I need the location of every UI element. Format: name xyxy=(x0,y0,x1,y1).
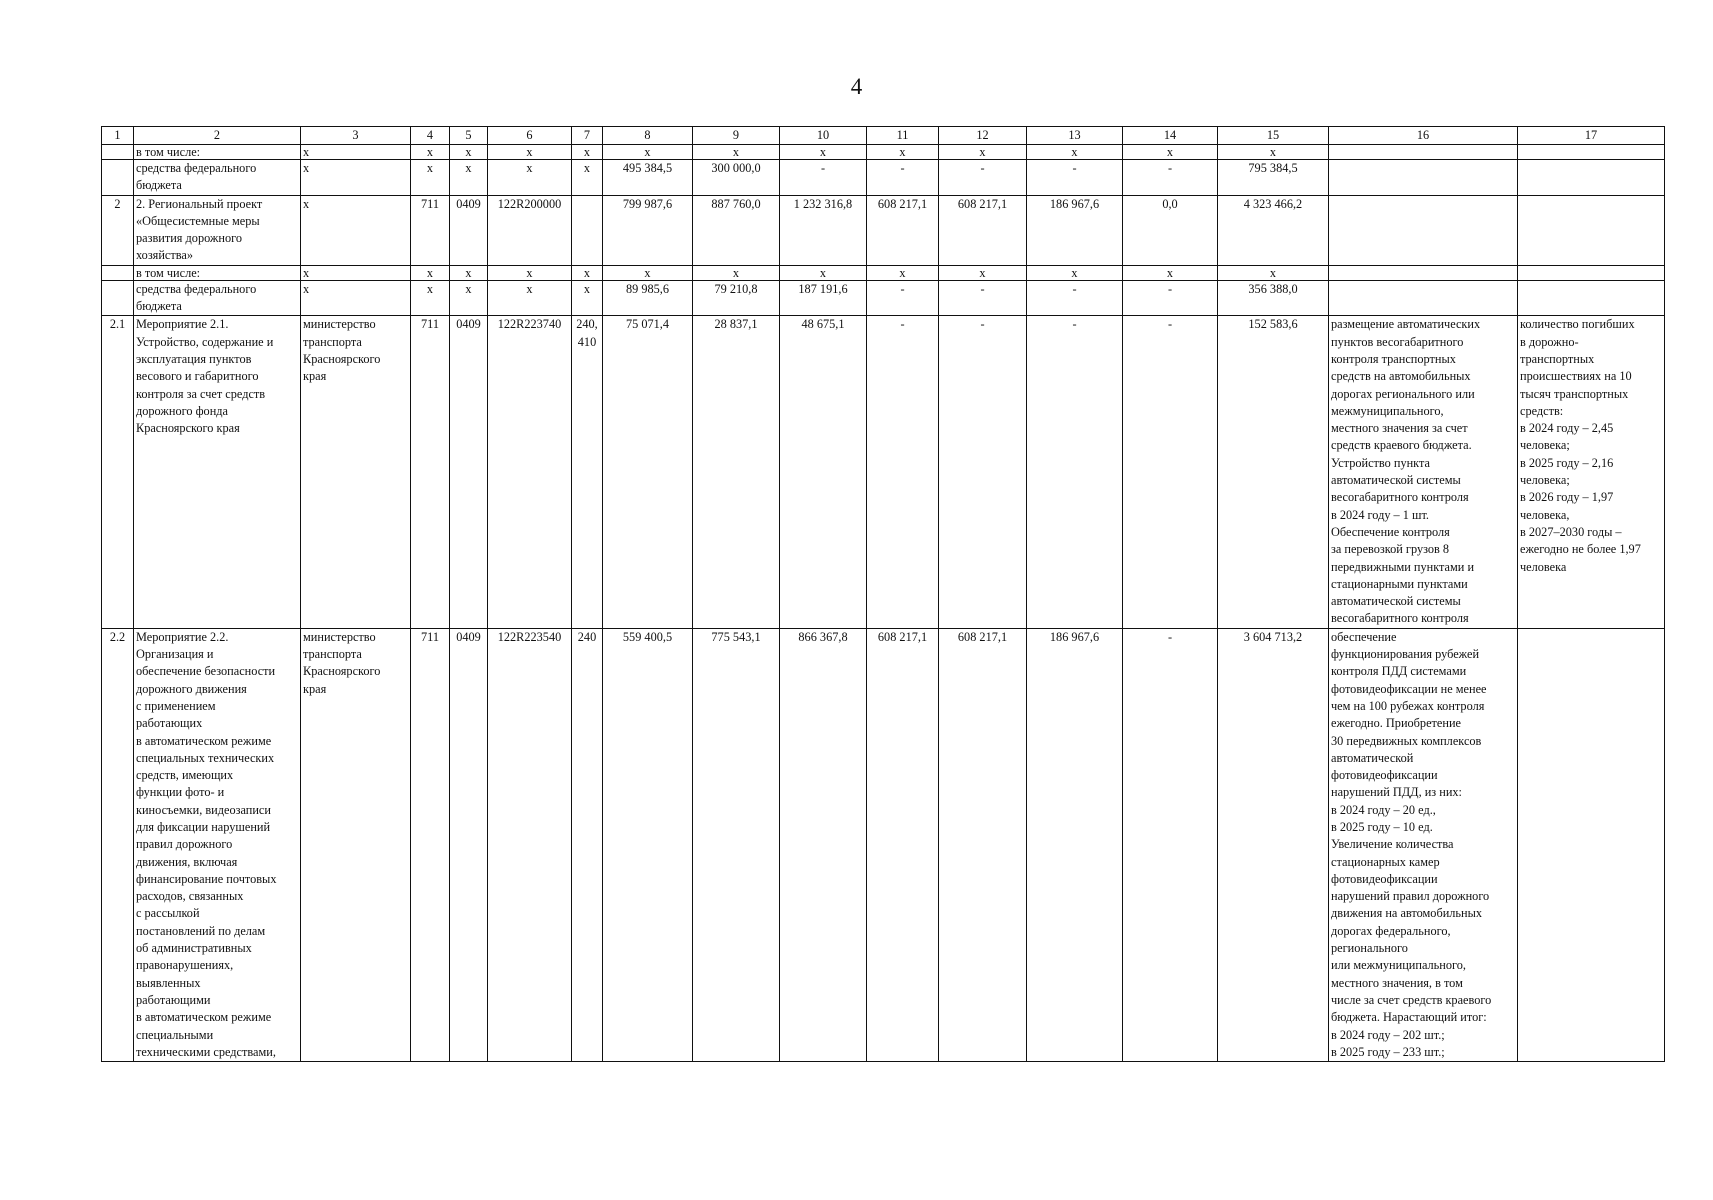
table-cell-col-10: 187 191,6 xyxy=(780,280,867,316)
table-cell-col-12: 608 217,1 xyxy=(939,195,1027,265)
table-cell-col-16 xyxy=(1329,160,1518,196)
table-cell-col-12: 608 217,1 xyxy=(939,628,1027,1061)
table-row xyxy=(102,145,1665,160)
table-cell-col-4: 711 xyxy=(411,316,450,628)
table-cell-col-15: x xyxy=(1218,145,1329,160)
header-cell: 16 xyxy=(1329,127,1518,145)
table-header-row xyxy=(102,127,1665,145)
table-cell-col-1 xyxy=(102,160,134,196)
table-cell-col-11: - xyxy=(867,280,939,316)
table-cell-col-7: 240 xyxy=(572,628,603,1061)
table-cell-col-11: 608 217,1 xyxy=(867,628,939,1061)
table-cell-col-8: 799 987,6 xyxy=(603,195,693,265)
header-cell: 2 xyxy=(134,127,301,145)
table-cell-col-8: 559 400,5 xyxy=(603,628,693,1061)
table-cell-col-12: - xyxy=(939,280,1027,316)
table-cell-col-9: x xyxy=(693,265,780,280)
table-cell-col-6: x xyxy=(488,280,572,316)
table-cell-col-13: - xyxy=(1027,280,1123,316)
table-cell-col-6: x xyxy=(488,265,572,280)
table-cell-col-10: x xyxy=(780,145,867,160)
table-cell-col-13: 186 967,6 xyxy=(1027,195,1123,265)
table-cell-col-16: размещение автоматических пунктов весогабаритного контроля транспортных средств на автомобильных дорогах регионального или межмуниципального, местного значения за счет средств краевого бюджета. Устройство пункта автоматической системы весогабаритного контроля в 2024 году – 1 шт. Обеспечение контроля за перевозкой грузов 8 передвижными пунктами и стационарными пунктами автоматической системы весогабаритного контроля xyxy=(1329,316,1518,628)
table-cell-col-1: 2.1 xyxy=(102,316,134,628)
table-cell-col-6: 122R200000 xyxy=(488,195,572,265)
header-cell: 6 xyxy=(488,127,572,145)
table-cell-col-5: x xyxy=(450,265,488,280)
table-row xyxy=(102,265,1665,280)
header-cell: 7 xyxy=(572,127,603,145)
table-cell-col-7: x xyxy=(572,280,603,316)
page-number: 4 xyxy=(850,74,863,99)
table-cell-col-9: 887 760,0 xyxy=(693,195,780,265)
table-cell-col-15: 152 583,6 xyxy=(1218,316,1329,628)
table-cell-col-14: - xyxy=(1123,160,1218,196)
table-cell-col-7 xyxy=(572,195,603,265)
header-cell: 11 xyxy=(867,127,939,145)
table-cell-col-4: x xyxy=(411,280,450,316)
table-cell-col-2: 2. Региональный проект «Общесистемные меры развития дорожного хозяйства» xyxy=(134,195,301,265)
table-cell-col-14: - xyxy=(1123,280,1218,316)
table-cell-col-7: x xyxy=(572,265,603,280)
table-cell-col-17 xyxy=(1518,280,1665,316)
table-cell-col-6: x xyxy=(488,145,572,160)
table-cell-col-2: в том числе: xyxy=(134,145,301,160)
table-cell-col-2: в том числе: xyxy=(134,265,301,280)
table-cell-col-4: x xyxy=(411,145,450,160)
table-cell-col-3: x xyxy=(301,280,411,316)
table-cell-col-6: 122R223540 xyxy=(488,628,572,1061)
table-cell-col-3: министерство транспорта Красноярского края xyxy=(301,628,411,1061)
table-cell-col-2: средства федерального бюджета xyxy=(134,280,301,316)
header-cell: 5 xyxy=(450,127,488,145)
table-cell-col-3: x xyxy=(301,265,411,280)
table-cell-col-11: - xyxy=(867,316,939,628)
header-cell: 3 xyxy=(301,127,411,145)
table-cell-col-14: x xyxy=(1123,265,1218,280)
table-cell-col-7: x xyxy=(572,160,603,196)
table-cell-col-7: 240, 410 xyxy=(572,316,603,628)
table-cell-col-15: 3 604 713,2 xyxy=(1218,628,1329,1061)
table-cell-col-9: 300 000,0 xyxy=(693,160,780,196)
table-cell-col-10: 1 232 316,8 xyxy=(780,195,867,265)
table-cell-col-13: x xyxy=(1027,145,1123,160)
table-cell-col-12: - xyxy=(939,316,1027,628)
header-cell: 14 xyxy=(1123,127,1218,145)
table-cell-col-3: x xyxy=(301,160,411,196)
table-body xyxy=(102,145,1665,1062)
table-cell-col-8: x xyxy=(603,265,693,280)
header-cell: 4 xyxy=(411,127,450,145)
table-cell-col-9: 79 210,8 xyxy=(693,280,780,316)
table-cell-col-13: - xyxy=(1027,316,1123,628)
table-cell-col-5: x xyxy=(450,280,488,316)
table-cell-col-15: 795 384,5 xyxy=(1218,160,1329,196)
table-cell-col-15: x xyxy=(1218,265,1329,280)
table-cell-col-17 xyxy=(1518,160,1665,196)
table-cell-col-15: 4 323 466,2 xyxy=(1218,195,1329,265)
header-cell: 13 xyxy=(1027,127,1123,145)
table-cell-col-11: 608 217,1 xyxy=(867,195,939,265)
table-cell-col-4: 711 xyxy=(411,628,450,1061)
table-cell-col-6: x xyxy=(488,160,572,196)
table-cell-col-8: x xyxy=(603,145,693,160)
table-cell-col-8: 89 985,6 xyxy=(603,280,693,316)
header-cell: 8 xyxy=(603,127,693,145)
header-cell: 12 xyxy=(939,127,1027,145)
table-cell-col-1 xyxy=(102,280,134,316)
table-cell-col-14: - xyxy=(1123,628,1218,1061)
table-cell-col-13: - xyxy=(1027,160,1123,196)
table-cell-col-5: x xyxy=(450,145,488,160)
table-row xyxy=(102,628,1665,1061)
table-cell-col-11: - xyxy=(867,160,939,196)
table-cell-col-4: x xyxy=(411,265,450,280)
table-cell-col-12: x xyxy=(939,145,1027,160)
table-cell-col-9: x xyxy=(693,145,780,160)
table-cell-col-16 xyxy=(1329,265,1518,280)
table-cell-col-17: количество погибших в дорожно- транспортных происшествиях на 10 тысяч транспортных средств: в 2024 году – 2,45 человека; в 2025 году – 2,16 человека; в 2026 году – 1,97 человека, в 2027–2030 годы – ежегодно не более 1,97 человека xyxy=(1518,316,1665,628)
table-cell-col-17 xyxy=(1518,265,1665,280)
table-cell-col-1 xyxy=(102,145,134,160)
table-cell-col-16 xyxy=(1329,195,1518,265)
table-row xyxy=(102,160,1665,196)
table-cell-col-15: 356 388,0 xyxy=(1218,280,1329,316)
table-cell-col-16 xyxy=(1329,280,1518,316)
table-cell-col-8: 75 071,4 xyxy=(603,316,693,628)
table-cell-col-7: x xyxy=(572,145,603,160)
table-cell-col-12: - xyxy=(939,160,1027,196)
table-cell-col-2: средства федерального бюджета xyxy=(134,160,301,196)
table-cell-col-4: x xyxy=(411,160,450,196)
table-cell-col-16: обеспечение функционирования рубежей контроля ПДД системами фотовидеофиксации не менее чем на 100 рубежах контроля ежегодно. Приобретение 30 передвижных комплексов автоматической фотовидеофиксации нарушений ПДД, из них: в 2024 году – 20 ед., в 2025 году – 10 ед. Увеличение количества стационарных камер фотовидеофиксации нарушений правил дорожного движения на автомобильных дорогах федерального, регионального или межмуниципального, местного значения, в том числе за счет средств краевого бюджета. Нарастающий итог: в 2024 году – 202 шт.; в 2025 году – 233 шт.; xyxy=(1329,628,1518,1061)
table-cell-col-3: министерство транспорта Красноярского края xyxy=(301,316,411,628)
table-cell-col-3: x xyxy=(301,145,411,160)
table-cell-col-13: x xyxy=(1027,265,1123,280)
table-cell-col-17 xyxy=(1518,145,1665,160)
table-row xyxy=(102,316,1665,628)
header-cell: 15 xyxy=(1218,127,1329,145)
table-cell-col-11: x xyxy=(867,145,939,160)
table-cell-col-3: x xyxy=(301,195,411,265)
table-row xyxy=(102,280,1665,316)
table-cell-col-1: 2 xyxy=(102,195,134,265)
header-cell: 9 xyxy=(693,127,780,145)
table-cell-col-6: 122R223740 xyxy=(488,316,572,628)
table-cell-col-17 xyxy=(1518,628,1665,1061)
table-cell-col-14: 0,0 xyxy=(1123,195,1218,265)
table-cell-col-9: 775 543,1 xyxy=(693,628,780,1061)
table-cell-col-14: - xyxy=(1123,316,1218,628)
table-cell-col-12: x xyxy=(939,265,1027,280)
table-row xyxy=(102,195,1665,265)
table-cell-col-5: 0409 xyxy=(450,628,488,1061)
table-cell-col-2: Мероприятие 2.2. Организация и обеспечение безопасности дорожного движения с применением работающих в автоматическом режиме специальных технических средств, имеющих функции фото- и киносъемки, видеозаписи для фиксации нарушений правил дорожного движения, включая финансирование почтовых расходов, связанных с рассылкой постановлений по делам об административных правонарушениях, выявленных работающими в автоматическом режиме специальными техническими средствами, xyxy=(134,628,301,1061)
table-cell-col-8: 495 384,5 xyxy=(603,160,693,196)
header-cell: 17 xyxy=(1518,127,1665,145)
table-cell-col-16 xyxy=(1329,145,1518,160)
table-cell-col-10: 866 367,8 xyxy=(780,628,867,1061)
table-cell-col-10: - xyxy=(780,160,867,196)
table-cell-col-4: 711 xyxy=(411,195,450,265)
table-cell-col-2: Мероприятие 2.1. Устройство, содержание и эксплуатация пунктов весового и габаритного контроля за счет средств дорожного фонда Красноярского края xyxy=(134,316,301,628)
header-cell: 10 xyxy=(780,127,867,145)
table-cell-col-5: x xyxy=(450,160,488,196)
table-cell-col-10: 48 675,1 xyxy=(780,316,867,628)
table-cell-col-17 xyxy=(1518,195,1665,265)
table-cell-col-1: 2.2 xyxy=(102,628,134,1061)
table-cell-col-5: 0409 xyxy=(450,316,488,628)
table-cell-col-11: x xyxy=(867,265,939,280)
table-cell-col-13: 186 967,6 xyxy=(1027,628,1123,1061)
budget-table xyxy=(101,126,1665,1062)
table-cell-col-9: 28 837,1 xyxy=(693,316,780,628)
header-cell: 1 xyxy=(102,127,134,145)
table-cell-col-1 xyxy=(102,265,134,280)
table-cell-col-10: x xyxy=(780,265,867,280)
table-cell-col-14: x xyxy=(1123,145,1218,160)
table-cell-col-5: 0409 xyxy=(450,195,488,265)
